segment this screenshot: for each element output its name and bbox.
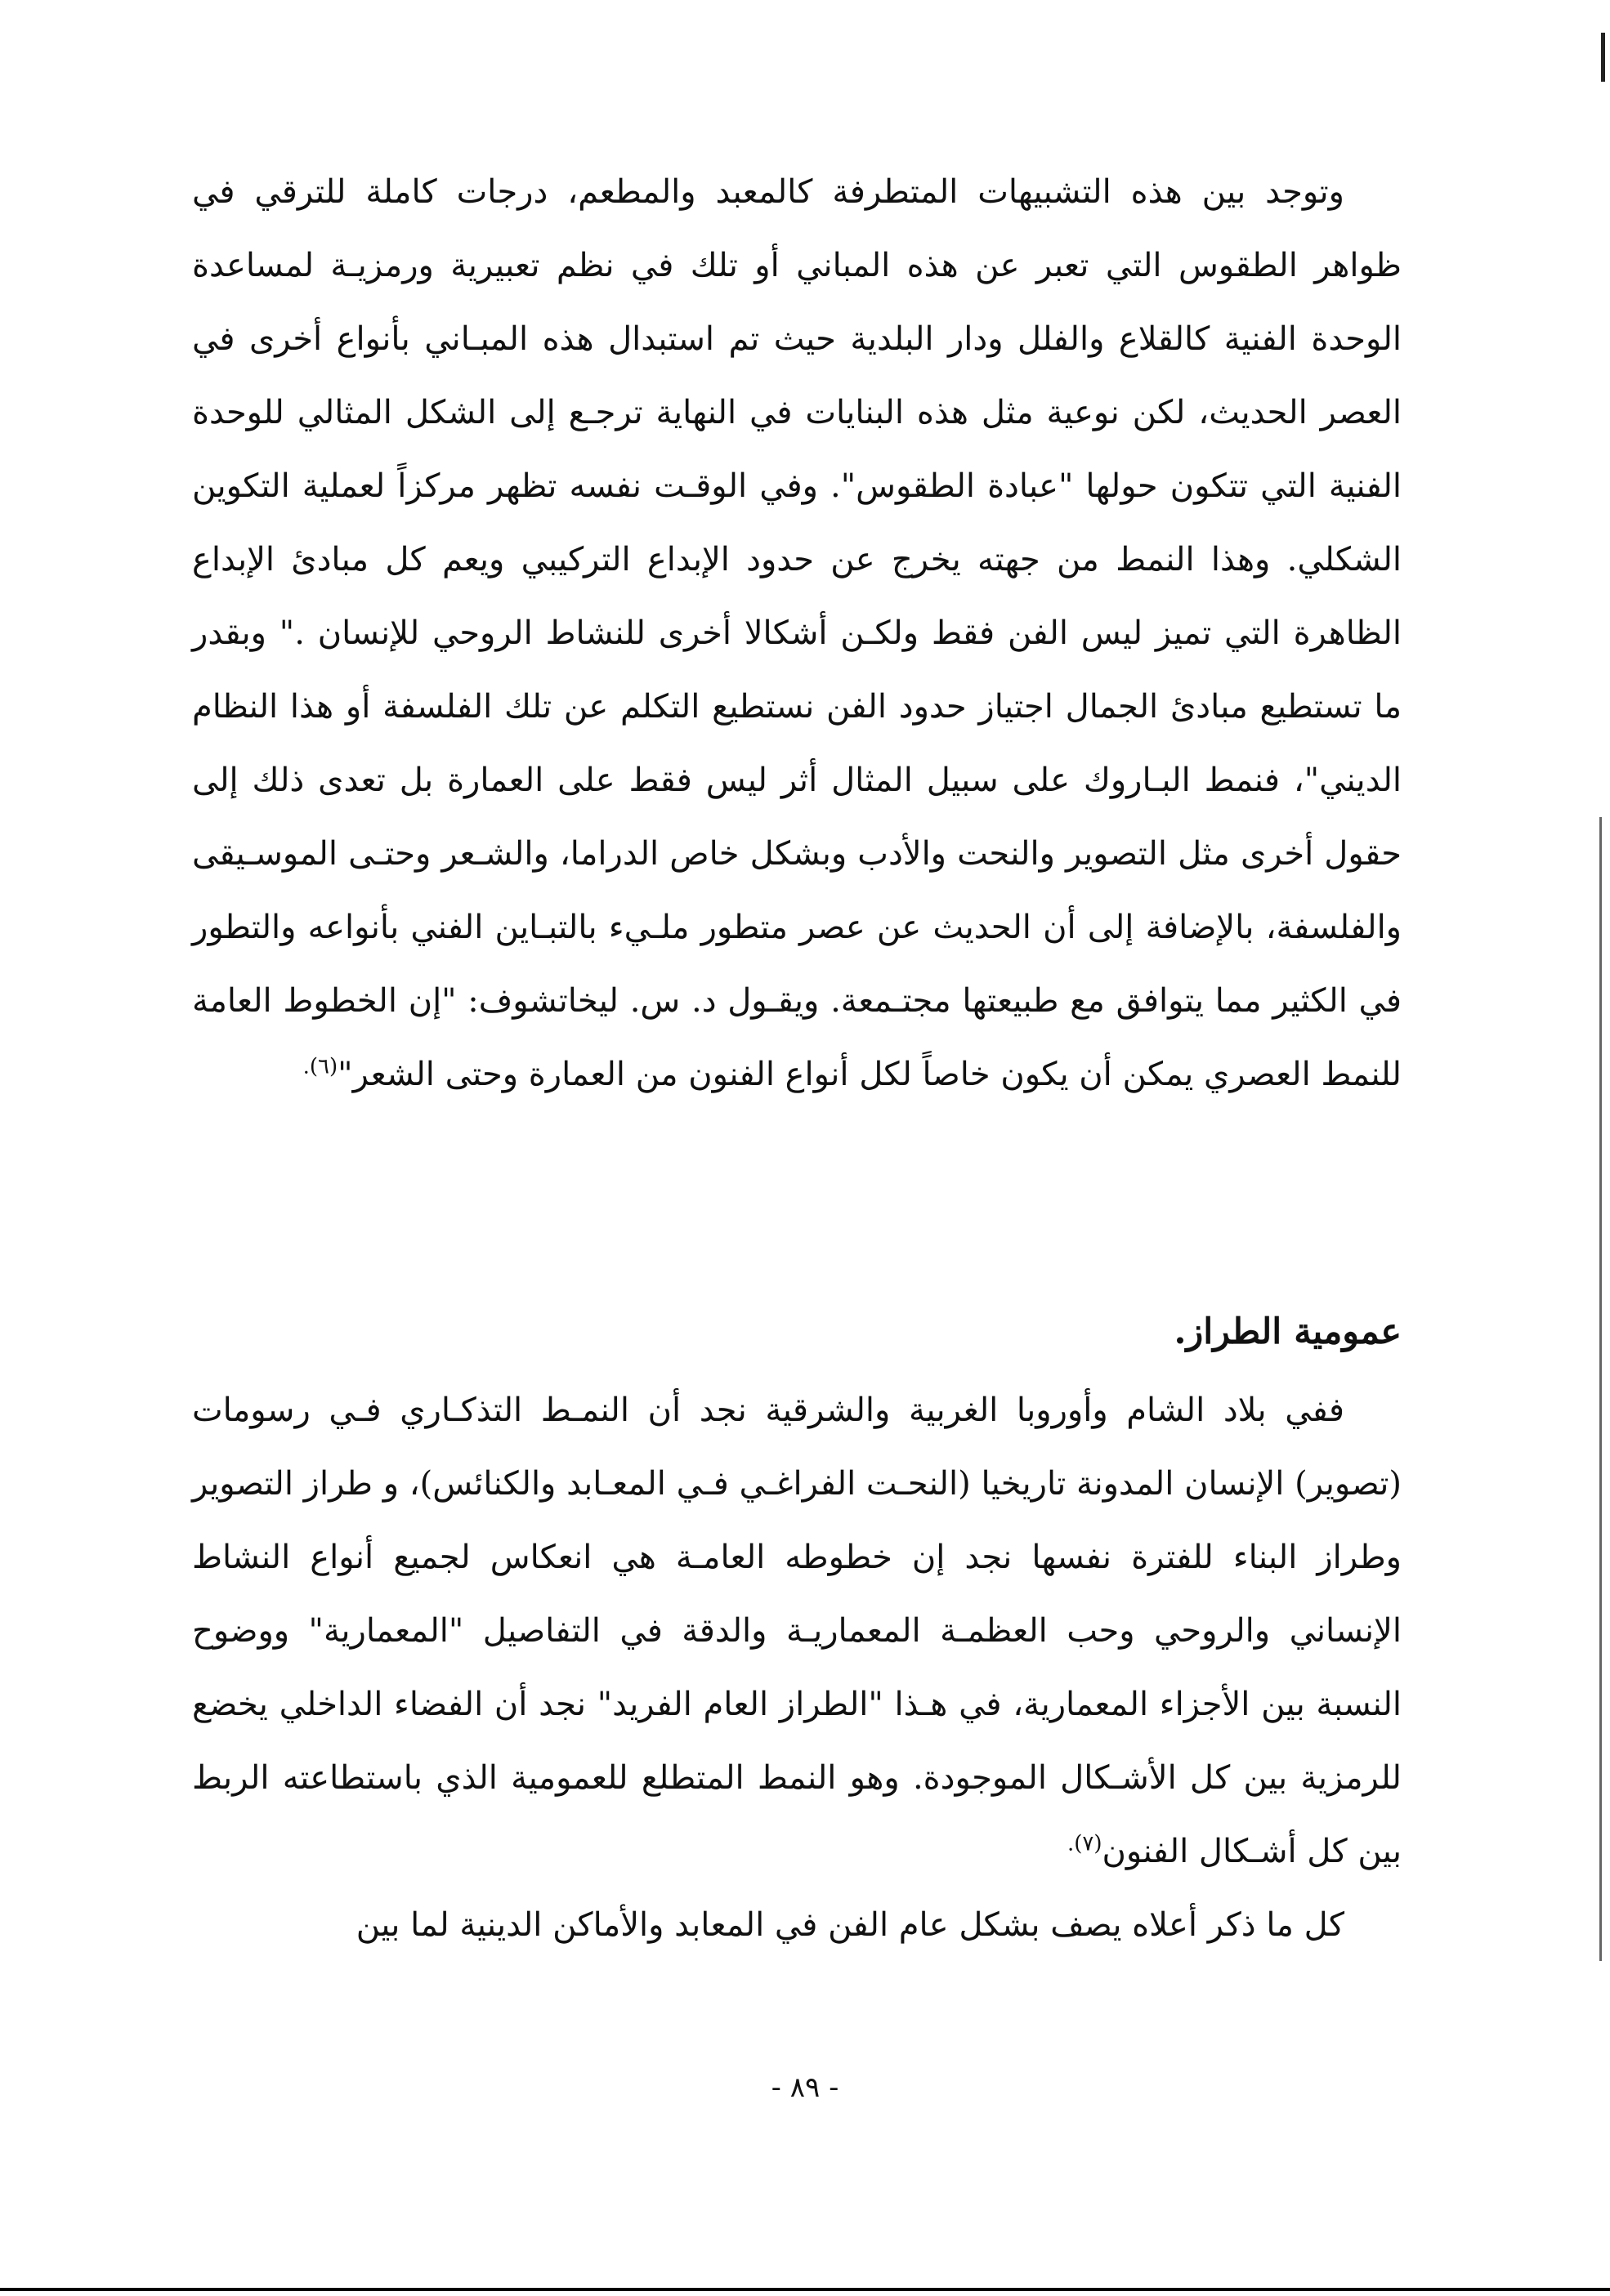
footnote-marker-6: (٦). (302, 1054, 338, 1079)
footnote-marker-7: (٧). (1067, 1831, 1102, 1856)
body-section-1 (192, 155, 1402, 1111)
scan-edge-bottom-line (0, 2288, 1610, 2291)
body-section-2 (192, 1295, 1402, 1962)
paragraph-3: كل ما ذكر أعلاه يصف بشكل عام الفن في المعابد والأماكن الدينية لما بين (356, 1906, 1344, 1944)
scan-edge-line (1599, 817, 1602, 1961)
paragraph-2: ففي بلاد الشام وأوروبا الغربية والشرقية نجد أن النمـط التذكـاري فـي رسومات (تصوير) الإنسان المدونة تاريخيا (النحـت الفراغـي فـي المعـابد والكنائس)، و طراز التصوير وطراز البناء للفترة نفسها نجد إن خطوطه العامـة هي انعكاس لجميع أنواع النشاط الإنساني والروحي وحب العظمـة المعماريـة والدقة في التفاصيل "المعمارية" ووضوح النسبة بين الأجزاء المعمارية، في هـذا "الطراز العام الفريد" نجد أن الفضاء الداخلي يخضع للرمزية بين كل الأشـكال الموجودة. وهو النمط المتطلع للعمومية الذي باستطاعته الربط بين كل أشـكال الفنون$^{(٧).}$ (192, 1391, 1402, 1870)
page-number: - ٨٩ - (771, 2071, 839, 2104)
paragraph-1: وتوجد بين هذه التشبيهات المتطرفة كالمعبد والمطعم، درجات كاملة للترقي في ظواهر الطقوس التي تعبر عن هذه المباني أو تلك في نظم تعبيرية ورمزيـة لمساعدة الوحدة الفنية كالقلاع والفلل ودار البلدية حيث تم استبدال هذه المبـاني بأنواع أخرى في العصر الحديث، لكن نوعية مثل هذه البنايات في النهاية ترجـع إلى الشكل المثالي للوحدة الفنية التي تتكون حولها "عبادة الطقوس". وفي الوقـت نفسه تظهر مركزاً لعملية التكوين الشكلي. وهذا النمط من جهته يخرج عن حدود الإبداع التركيبي ويعم كل مبادئ الإبداع الظاهرة التي تميز ليس الفن فقط ولكـن أشكالا أخرى للنشاط الروحي للإنسان ." وبقدر ما تستطيع مبادئ الجمال اجتياز حدود الفن نستطيع التكلم عن تلك الفلسفة أو هذا النظام الديني"، فنمط البـاروك على سبيل المثال أثر ليس فقط على العمارة بل تعدى ذلك إلى حقول أخرى مثل التصوير والنحت والأدب وبشكل خاص الدراما، والشـعر وحتـى الموسـيقى والفلسفة، بالإضافة إلى أن الحديث عن عصر متطور ملـيء بالتبـاين الفني بأنواعه والتطور في الكثير مما يتوافق مع طبيعتها مجتـمعة. ويقـول د. س. ليخاتشوف: "إن الخطوط العامة للنمط العصري يمكن أن يكون خاصاً لكل أنواع الفنون من العمارة وحتى الشعر"$^{(٦).}$ (192, 173, 1402, 1093)
scan-edge-mark (1601, 33, 1605, 82)
section-heading: عمومية الطراز. (1174, 1311, 1402, 1352)
